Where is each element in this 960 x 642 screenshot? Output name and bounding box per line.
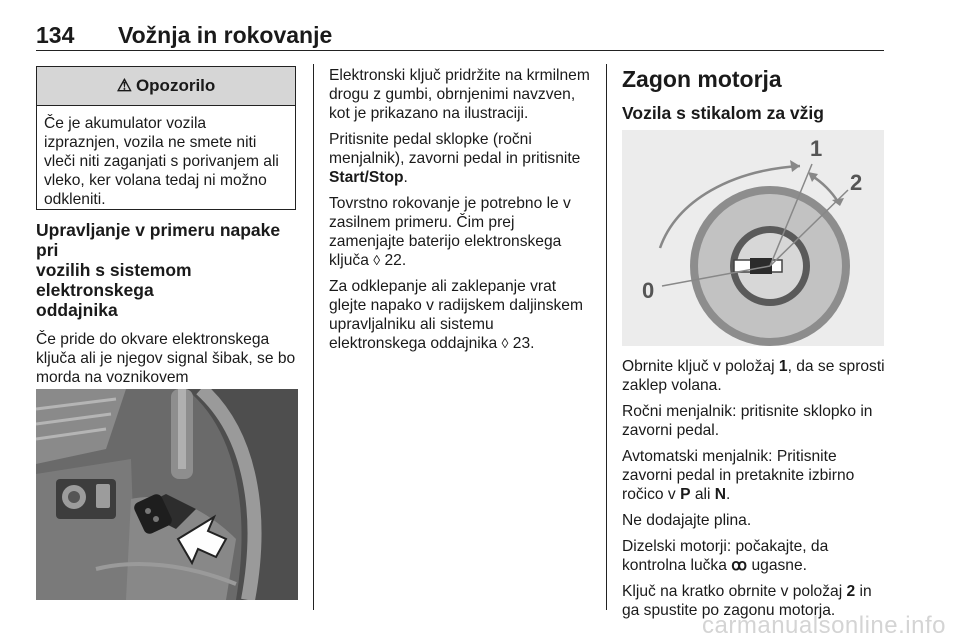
page-header xyxy=(36,0,884,51)
section-heading: Upravljanje v primeru napake pri vozilih s sistemom elektronskega oddajnika xyxy=(36,220,281,320)
body-line: zasilnem primeru. Čim prej xyxy=(329,214,515,231)
body-line: menjalnik), zavorni pedal in pritisnite xyxy=(329,150,581,167)
body-line: zavorni pedal. xyxy=(622,422,720,439)
position-2-label: 2 xyxy=(850,170,863,195)
column-divider-1 xyxy=(313,64,314,610)
warning-line: Če je akumulator vozila xyxy=(44,115,207,132)
body-line: Ne dodajajte plina. xyxy=(622,512,752,529)
body-line: Dizelski motorji: počakajte, da xyxy=(622,538,829,555)
body-line: Obrnite ključ v položaj 1, da se sprosti xyxy=(622,358,885,375)
warning-body xyxy=(37,106,295,209)
ignition-switch-diagram xyxy=(622,130,884,346)
warning-icon: ⚠ xyxy=(116,76,132,95)
watermark: carmanualsonline.info xyxy=(702,612,946,639)
position-1-label: 1 xyxy=(810,136,823,161)
body-line: ključa ali je njegov signal šibak, se bo xyxy=(36,350,296,367)
body-line: Avtomatski menjalnik: Pritisnite xyxy=(622,448,837,465)
column-3-body xyxy=(622,357,892,620)
ignition-illustration xyxy=(622,130,884,346)
warning-line: izpraznjen, vozila ne smete niti xyxy=(44,134,257,151)
page-number: 134 xyxy=(36,22,75,48)
start-stop-button-label: Start/Stop xyxy=(329,169,404,186)
section-subtitle: Vozila s stikalom za vžig xyxy=(622,103,824,123)
body-line: ključa ◊ 22. xyxy=(329,252,407,269)
warning-title: Opozorilo xyxy=(135,76,216,95)
body-line: glejte napako v radijskem daljinskem xyxy=(329,297,583,314)
column-divider-2 xyxy=(606,64,607,610)
warning-line: odkleniti. xyxy=(44,191,106,208)
glow-plug-icon: ꝏ xyxy=(731,557,748,574)
page-ref[interactable]: 22. xyxy=(384,252,407,269)
body-line: Za odklepanje ali zaklepanje vrat xyxy=(329,278,557,295)
body-line: Elektronski ključ pridržite na krmilnem xyxy=(329,67,590,84)
body-line: drogu z gumbi, obrnjenimi navzven, xyxy=(329,86,576,103)
body-line: Tovrstno rokovanje je potrebno le v xyxy=(329,195,571,212)
column-2 xyxy=(329,66,594,353)
warning-line: vleči niti zaganjati s porivanjem ali xyxy=(44,153,279,170)
warning-box xyxy=(36,66,296,210)
body-line: zaklep volana. xyxy=(622,377,722,394)
page-ref-icon: ◊ xyxy=(501,335,509,351)
warning-header xyxy=(37,67,295,106)
body-line: Ročni menjalnik: pritisnite sklopko in xyxy=(622,403,873,420)
body-line: Če pride do okvare elektronskega xyxy=(36,331,270,348)
body-line: elektronskega oddajnika ◊ 23. xyxy=(329,335,535,352)
body-line: zavorni pedal in pretaknite izbirno xyxy=(622,467,855,484)
body-line: upravljalniku ali sistemu xyxy=(329,316,494,333)
body-line: Pritisnite pedal sklopke (ročni xyxy=(329,131,532,148)
section-title: Zagon motorja xyxy=(622,66,782,92)
page-ref-icon: ◊ xyxy=(373,252,381,268)
body-line: kot je prikazano na ilustraciji. xyxy=(329,105,529,122)
steering-column-illustration xyxy=(36,389,298,600)
position-0-label: 0 xyxy=(642,278,655,303)
warning-line: vleko, ker volana tedaj ni možno xyxy=(44,172,267,189)
page-ref[interactable]: 23. xyxy=(512,335,535,352)
body-line: ga spustite po zagonu motorja. xyxy=(622,602,836,619)
chapter-title: Vožnja in rokovanje xyxy=(118,22,333,48)
steering-column-photo xyxy=(36,389,298,600)
body-line: Start/Stop. xyxy=(329,169,408,186)
column-3-headings xyxy=(622,66,884,123)
body-line: Ključ na kratko obrnite v položaj 2 in xyxy=(622,583,872,600)
body-line: morda na voznikovem xyxy=(36,369,189,386)
body-line: ročico v P ali N. xyxy=(622,486,731,503)
body-line: zamenjajte baterijo elektronskega xyxy=(329,233,562,250)
body-line: kontrolna lučka ꝏ ugasne. xyxy=(622,557,807,574)
